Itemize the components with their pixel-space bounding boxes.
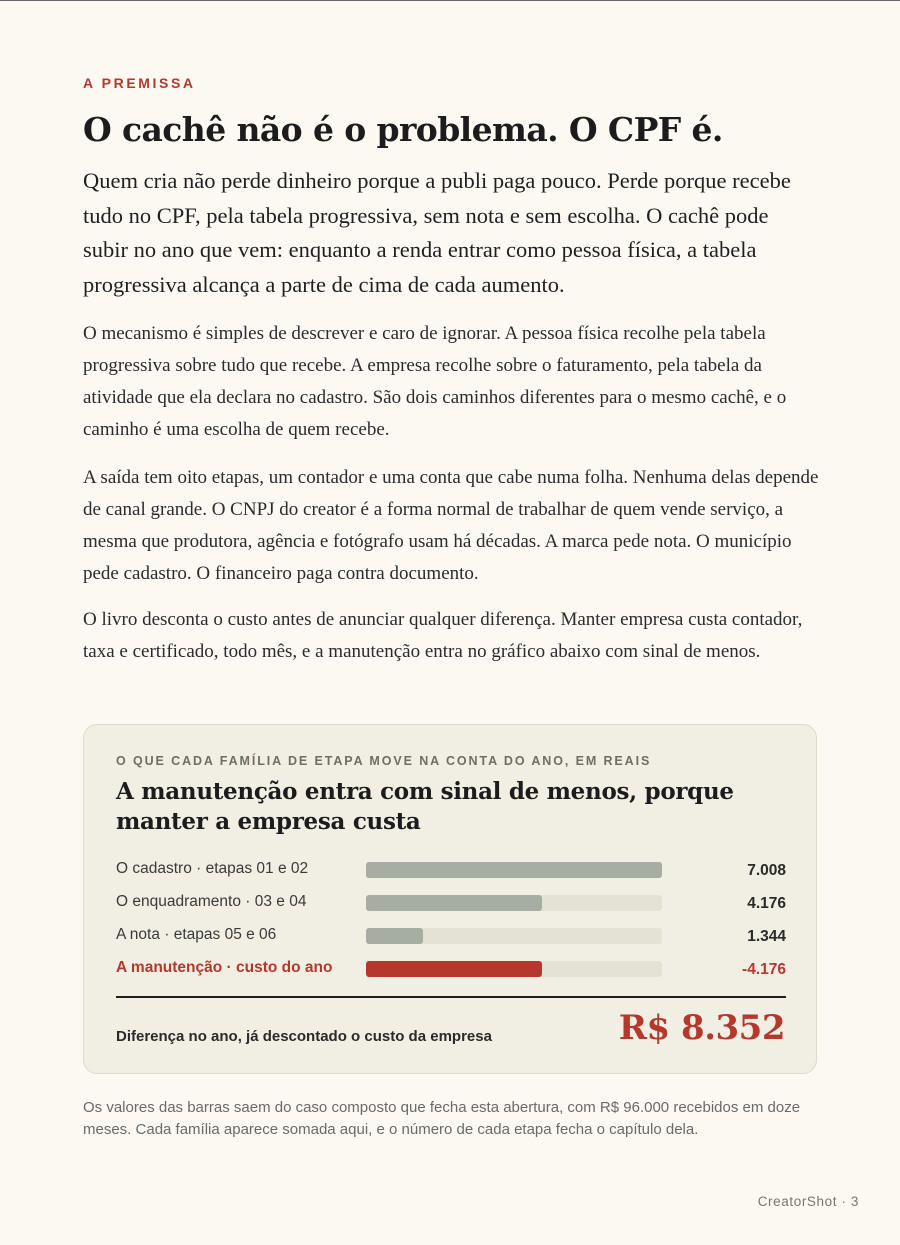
bar-value: 7.008 bbox=[747, 862, 786, 879]
bar-value: 1.344 bbox=[747, 928, 786, 945]
page-title: O cachê não é o problema. O CPF é. bbox=[83, 110, 723, 149]
body-paragraph-1: O mecanismo é simples de descrever e caro de ignorar. A pessoa física recolhe pela tabela progressiva sobre tudo que recebe. A empresa recolhe sobre o faturamento, pela tabela da atividade que ela declara no cadastro. São dois caminhos diferentes para o mesmo cachê, e o caminho é uma escolha de quem recebe. bbox=[83, 323, 787, 440]
bar-row-cadastro bbox=[116, 859, 786, 879]
bar-row-manutencao bbox=[116, 958, 786, 978]
chart-kicker: O QUE CADA FAMÍLIA DE ETAPA MOVE NA CONTA DO ANO, EM REAIS bbox=[116, 754, 652, 768]
bar-fill bbox=[366, 895, 542, 911]
bar-value: -4.176 bbox=[742, 961, 786, 978]
bar-track bbox=[366, 895, 662, 911]
section-kicker: A PREMISSA bbox=[83, 75, 196, 91]
chart-card bbox=[83, 724, 817, 1074]
bar-track bbox=[366, 961, 662, 977]
bar-label: O enquadramento · 03 e 04 bbox=[116, 893, 307, 910]
bar-row-nota bbox=[116, 925, 786, 945]
bar-fill bbox=[366, 862, 662, 878]
body-paragraph-2: A saída tem oito etapas, um contador e uma conta que cabe numa folha. Nenhuma delas depende de canal grande. O CNPJ do creator é a forma normal de trabalhar de quem vende serviço, a mesma que produtora, agência e fotógrafo usam há décadas. A marca pede nota. O município pede cadastro. O financeiro paga contra documento. bbox=[83, 467, 819, 584]
bar-track bbox=[366, 862, 662, 878]
total-value: R$ 8.352 bbox=[618, 1008, 785, 1048]
chart-caption: Os valores das barras saem do caso composto que fecha esta abertura, com R$ 96.000 recebidos em doze meses. Cada família aparece somada aqui, e o número de cada etapa fecha o capítulo dela. bbox=[83, 1099, 801, 1138]
body-paragraph-3: O livro desconta o custo antes de anunciar qualquer diferença. Manter empresa custa contador, taxa e certificado, todo mês, e a manutenção entra no gráfico abaixo com sinal de menos. bbox=[83, 609, 803, 662]
page-footer: CreatorShot · 3 bbox=[757, 1194, 859, 1209]
bar-label: A nota · etapas 05 e 06 bbox=[116, 926, 277, 943]
bar-fill bbox=[366, 961, 542, 977]
bar-label: A manutenção · custo do ano bbox=[116, 959, 333, 976]
bar-row-enquadramento bbox=[116, 892, 786, 912]
bar-fill bbox=[366, 928, 423, 944]
bar-value: 4.176 bbox=[747, 895, 786, 912]
total-divider bbox=[116, 996, 786, 998]
chart-title: A manutenção entra com sinal de menos, porque manter a empresa custa bbox=[116, 778, 734, 835]
total-label: Diferença no ano, já descontado o custo da empresa bbox=[116, 1028, 492, 1045]
lead-paragraph: Quem cria não perde dinheiro porque a publi paga pouco. Perde porque recebe tudo no CPF, pela tabela progressiva, sem nota e sem escolha. O cachê pode subir no ano que vem: enquanto a renda entrar como pessoa física, a tabela progressiva alcança a parte de cima de cada aumento. bbox=[83, 168, 791, 297]
bar-track bbox=[366, 928, 662, 944]
bar-label: O cadastro · etapas 01 e 02 bbox=[116, 860, 309, 877]
